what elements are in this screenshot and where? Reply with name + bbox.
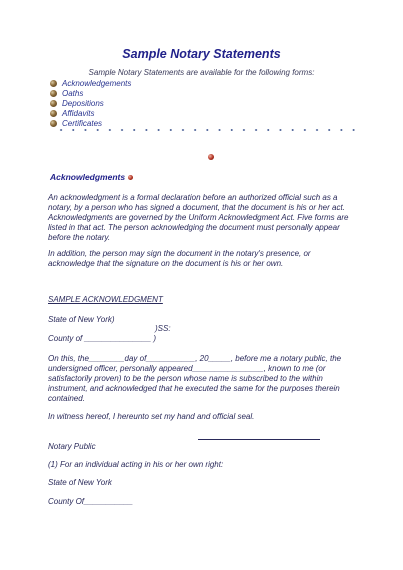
list-item-label: Oaths <box>62 88 84 98</box>
bullet-dot-icon <box>128 175 133 180</box>
county-line-2: County Of___________ <box>48 497 133 506</box>
notary-public-label: Notary Public <box>48 442 96 451</box>
list-item-label: Depositions <box>62 98 104 108</box>
forms-list <box>50 78 131 129</box>
signature-line <box>198 439 320 440</box>
bullet-icon <box>50 110 57 117</box>
acknowledgment-body: On this, the________day of___________, 20_____, before me a notary public, the undersigned officer, personally appeared________________, known to me (or satisfactorily proven) to be the person whose name is subscribed to the within instrument, and acknowledged that he executed the same for the purposes therein contained. <box>48 354 342 403</box>
page-title: Sample Notary Statements <box>122 47 281 61</box>
section-heading-label: Acknowledgments <box>50 172 126 182</box>
ss-mark: )SS: <box>155 324 171 333</box>
bullet-icon <box>50 90 57 97</box>
witness-line: In witness hereof, I hereunto set my hand and official seal. <box>48 412 255 421</box>
state-line-2: State of New York <box>48 478 112 487</box>
bullet-icon <box>50 100 57 107</box>
list-item-label: Certificates <box>62 119 103 129</box>
intro-text: Sample Notary Statements are available for the following forms: <box>88 68 315 77</box>
bullet-icon <box>50 80 57 87</box>
list-item-label: Acknowledgements <box>62 78 132 88</box>
sample-heading: SAMPLE ACKNOWLEDGMENT <box>48 295 163 304</box>
bullet-icon <box>50 120 57 127</box>
list-item[interactable] <box>50 98 131 108</box>
paragraph-addition: In addition, the person may sign the document in the notary's presence, or acknowledge that the signature on the document is his or her own. <box>48 249 311 268</box>
list-item[interactable] <box>50 109 131 119</box>
state-line: State of New York) <box>48 315 115 324</box>
list-item-label: Affidavits <box>62 109 95 119</box>
bullet-dot-icon <box>208 154 214 160</box>
county-line: County of _______________ ) <box>48 334 157 343</box>
individual-line: (1) For an individual acting in his or her own right: <box>48 460 224 469</box>
list-item[interactable] <box>50 88 131 98</box>
list-item[interactable] <box>50 78 131 88</box>
paragraph-definition: An acknowledgment is a formal declaration before an authorized official such as a notary, by a person who has signed a document, that the document is his or her act. Acknowledgments are governed by the Uniform Acknowledgment Act. Five forms are listed in that act. The person acknowledging the document must personally appear before the notary. <box>48 193 349 242</box>
dotted-divider <box>55 128 355 132</box>
section-heading <box>50 172 133 182</box>
